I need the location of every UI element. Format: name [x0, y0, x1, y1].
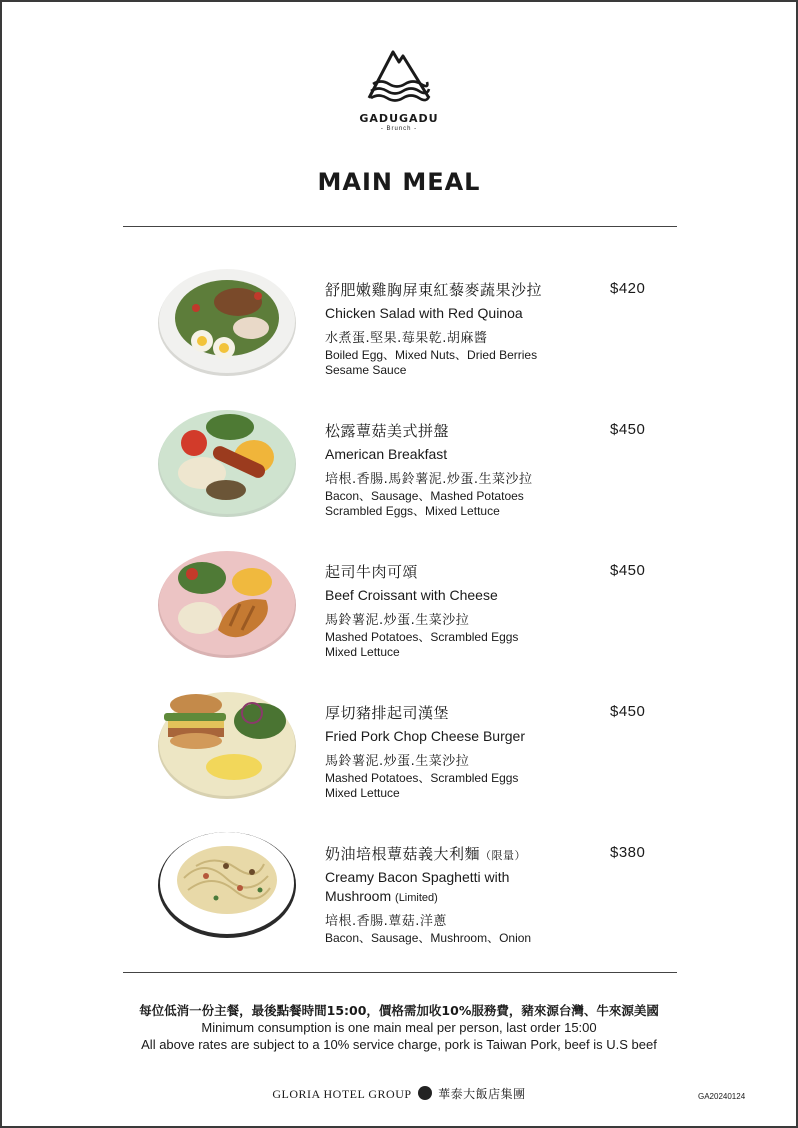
- dish-name-zh: 起司牛肉可頌: [325, 563, 419, 581]
- dish-description-zh: 培根.香腸.馬鈴薯泥.炒蛋.生菜沙拉: [325, 472, 533, 487]
- menu-item-beef-croissant: [2, 546, 798, 666]
- dish-description-zh: 馬鈴薯泥.炒蛋.生菜沙拉: [325, 754, 470, 769]
- dish-description-en: Mixed Lettuce: [325, 786, 400, 800]
- hotel-group-logo: [2, 1085, 796, 1102]
- dish-photo: [156, 266, 298, 378]
- bottom-divider: [123, 972, 677, 973]
- dish-photo: [156, 548, 298, 660]
- document-code: GA20240124: [698, 1092, 746, 1101]
- menu-item-bacon-spaghetti: [2, 828, 798, 948]
- dish-price: $450: [610, 562, 646, 579]
- dish-name-zh: 奶油培根蕈菇義大利麵（限量）: [325, 845, 527, 863]
- footer-note-en-1: Minimum consumption is one main meal per person, last order 15:00: [201, 1020, 597, 1035]
- dish-price: $450: [610, 421, 646, 438]
- group-name-zh: 華泰大飯店集團: [438, 1087, 526, 1101]
- dish-price: $450: [610, 703, 646, 720]
- brand-logo: [2, 46, 796, 132]
- footer-notes: [2, 1002, 796, 1053]
- page-title: MAIN MEAL: [317, 168, 481, 196]
- dish-description-zh: 培根.香腸.蕈菇.洋蔥: [325, 914, 447, 929]
- dish-description-en: Scrambled Eggs、Mixed Lettuce: [325, 504, 500, 518]
- dish-description-en: Sesame Sauce: [325, 363, 407, 377]
- dish-photo: [156, 828, 298, 940]
- dish-description-zh: 水煮蛋.堅果.莓果乾.胡麻醬: [325, 331, 488, 346]
- dish-description-en: Bacon、Sausage、Mushroom、Onion: [325, 931, 532, 945]
- top-divider: [123, 226, 677, 227]
- dish-photo: [156, 407, 298, 519]
- dish-description-en: Boiled Egg、Mixed Nuts、Dried Berries: [325, 348, 538, 362]
- dish-name-en: Chicken Salad with Red Quinoa: [325, 305, 523, 321]
- menu-item-pork-chop-burger: [2, 687, 798, 807]
- brand-name: GADUGADU: [359, 112, 439, 125]
- dish-photo: [156, 689, 298, 801]
- menu-item-american-breakfast: [2, 405, 798, 525]
- dish-name-zh: 松露蕈菇美式拼盤: [325, 422, 450, 440]
- dish-name-en: Fried Pork Chop Cheese Burger: [325, 728, 525, 744]
- dish-name-en: Beef Croissant with Cheese: [325, 587, 498, 603]
- group-name-en: GLORIA HOTEL GROUP: [272, 1087, 412, 1101]
- dish-description-en: Mashed Potatoes、Scrambled Eggs: [325, 771, 519, 785]
- footer-note-en-2: All above rates are subject to a 10% service charge, pork is Taiwan Pork, beef is U.S beef: [141, 1037, 657, 1052]
- dish-price: $380: [610, 844, 646, 861]
- dish-name-zh: 厚切豬排起司漢堡: [325, 704, 450, 722]
- dish-description-zh: 馬鈴薯泥.炒蛋.生菜沙拉: [325, 613, 470, 628]
- gloria-emblem-icon: [418, 1086, 432, 1100]
- footer-note-zh: 每位低消一份主餐，最後點餐時間15:00，價格需加收10%服務費，豬來源台灣、牛來源美國: [139, 1003, 659, 1018]
- dish-description-en: Bacon、Sausage、Mashed Potatoes: [325, 489, 524, 503]
- menu-item-chicken-salad: [2, 264, 798, 384]
- dish-name-zh: 舒肥嫩雞胸屏東紅藜麥蔬果沙拉: [325, 281, 543, 299]
- mountain-logo-icon: [363, 46, 435, 108]
- dish-name-en: Creamy Bacon Spaghetti with Mushroom (Limited): [325, 869, 510, 904]
- dish-price: $420: [610, 280, 646, 297]
- dish-description-en: Mixed Lettuce: [325, 645, 400, 659]
- dish-name-en: American Breakfast: [325, 446, 448, 462]
- dish-description-en: Mashed Potatoes、Scrambled Eggs: [325, 630, 519, 644]
- brand-subtitle: - Brunch -: [380, 126, 418, 132]
